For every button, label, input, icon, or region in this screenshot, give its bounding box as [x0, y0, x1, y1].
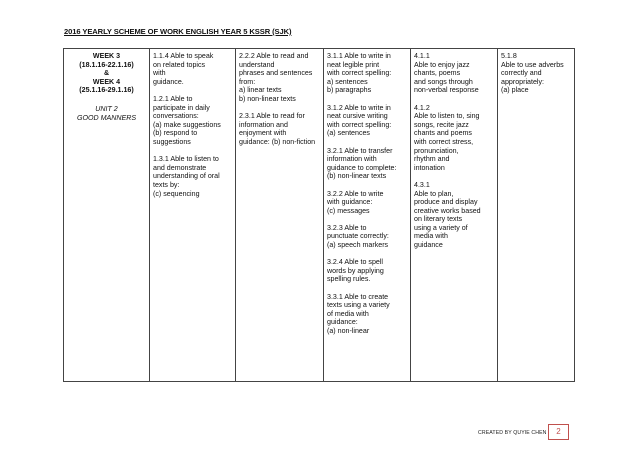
standard-line: chants and poems	[414, 129, 472, 138]
standard-code: 3.2.2 Able to write	[327, 189, 384, 198]
standard-line: a) linear texts	[239, 86, 282, 95]
footer-credit: CREATED BY QUYIE CHEN	[478, 430, 547, 436]
standard-code: 2.2.2 Able to read and	[239, 52, 309, 60]
standard-code: 3.1.2 Able to write in	[327, 103, 391, 112]
standard-line: enjoyment with	[239, 129, 287, 138]
standard-line: guidance to complete:	[327, 163, 397, 172]
standard-line: neat legible print	[327, 60, 380, 69]
language-arts-cell	[411, 49, 498, 382]
standard-code: 3.2.1 Able to transfer	[327, 146, 393, 155]
standard-line: Able to plan,	[414, 189, 454, 198]
writing-cell	[324, 49, 411, 382]
standard-line: media with	[414, 232, 448, 241]
standard-line: correctly and	[501, 69, 542, 78]
standard-code: 5.1.8	[501, 52, 517, 60]
week-3-dates: (18.1.16-22.1.16)	[79, 60, 134, 69]
standard-line: on literary texts	[414, 215, 463, 224]
week-4-dates: (25.1.16-29.1.16)	[79, 86, 134, 95]
standard-line: words by applying	[327, 266, 384, 275]
standard-line: guidance: (b) non-fiction	[239, 137, 316, 146]
standard-line: Able to enjoy jazz	[414, 60, 470, 69]
standard-line: and songs through	[414, 77, 473, 86]
standard-line: (a) non-linear	[327, 327, 370, 335]
standard-line: songs, recite jazz	[414, 120, 469, 129]
standard-line: neat cursive writing	[327, 112, 388, 121]
standard-line: (c) messages	[327, 206, 370, 215]
reading-cell	[236, 49, 324, 382]
standard-line: guidance	[414, 241, 443, 250]
standard-code: 3.3.1 Able to create	[327, 292, 389, 301]
standard-line: punctuate correctly:	[327, 232, 389, 241]
standard-line: texts by:	[153, 180, 180, 189]
standard-line: phrases and sentences	[239, 69, 313, 78]
standard-code: 4.3.1	[414, 180, 430, 189]
standard-line: with guidance:	[327, 198, 373, 207]
standard-code: 3.2.3 Able to	[327, 223, 367, 232]
standard-line: information and	[239, 120, 288, 129]
scheme-table	[63, 48, 575, 382]
standard-line: (c) sequencing	[153, 189, 200, 198]
week-3-label: WEEK 3	[92, 52, 121, 60]
grammar-cell	[498, 49, 575, 382]
standard-code: 2.3.1 Able to read for	[239, 112, 305, 121]
standard-line: conversations:	[153, 112, 199, 121]
unit-theme: GOOD MANNERS	[76, 113, 137, 122]
standard-line: Able to listen to, sing	[414, 112, 480, 121]
standard-line: b) non-linear texts	[239, 94, 296, 103]
standard-line: (b) non-linear texts	[327, 172, 387, 181]
standard-code: 1.2.1 Able to	[153, 94, 193, 103]
standard-line: using a variety of	[414, 223, 468, 232]
standard-line: b) paragraphs	[327, 86, 372, 95]
standard-line: intonation	[414, 163, 445, 172]
standard-line: with	[153, 69, 166, 78]
standard-line: texts using a variety	[327, 301, 390, 310]
standard-line: creative works based	[414, 206, 481, 215]
standard-line: from:	[239, 77, 256, 86]
standard-code: 4.1.1	[414, 52, 430, 60]
standard-code: 1.3.1 Able to listen to	[153, 155, 219, 164]
standard-line: (a) speech markers	[327, 241, 389, 250]
standard-code: 3.2.4 Able to spell	[327, 258, 384, 267]
standard-line: (b) respond to	[153, 129, 198, 138]
standard-line: with correct spelling:	[327, 69, 392, 78]
page-number: 2	[548, 424, 569, 440]
standard-code: 1.1.4 Able to speak	[153, 52, 214, 60]
standard-line: on related topics	[153, 60, 206, 69]
table-row	[64, 49, 575, 382]
unit-label: UNIT 2	[95, 104, 118, 113]
standard-line: information with	[327, 155, 377, 164]
standard-code: 3.1.1 Able to write in	[327, 52, 391, 60]
standard-line: pronunciation,	[414, 146, 459, 155]
standard-line: appropriately:	[501, 77, 544, 86]
standard-line: chants, poems	[414, 69, 461, 78]
week-cell	[64, 49, 150, 382]
standard-line: with correct spelling:	[327, 120, 392, 129]
standard-line: (a) place	[501, 86, 529, 95]
standard-line: a) sentences	[327, 77, 368, 86]
standard-line: understand	[239, 60, 275, 69]
standard-line: with correct stress,	[414, 137, 474, 146]
standard-line: understanding of oral	[153, 172, 220, 181]
week-4-label: WEEK 4	[92, 77, 121, 86]
standard-line: guidance:	[327, 318, 358, 327]
listening-speaking-cell	[150, 49, 236, 382]
standard-line: (a) sentences	[327, 129, 370, 138]
document-title: 2016 YEARLY SCHEME OF WORK ENGLISH YEAR 5 KSSR (SJK)	[64, 27, 292, 36]
standard-line: Able to use adverbs	[501, 60, 564, 69]
standard-line: spelling rules.	[327, 275, 371, 284]
standard-line: rhythm and	[414, 155, 450, 164]
ampersand: &	[103, 69, 110, 78]
standard-line: non-verbal response	[414, 86, 479, 95]
standard-line: (a) make suggestions	[153, 120, 221, 129]
standard-line: participate in daily	[153, 103, 210, 112]
standard-line: and demonstrate	[153, 163, 207, 172]
standard-code: 4.1.2	[414, 103, 430, 112]
standard-line: guidance.	[153, 77, 184, 86]
standard-line: suggestions	[153, 137, 191, 146]
standard-line: produce and display	[414, 198, 478, 207]
standard-line: of media with	[327, 309, 369, 318]
